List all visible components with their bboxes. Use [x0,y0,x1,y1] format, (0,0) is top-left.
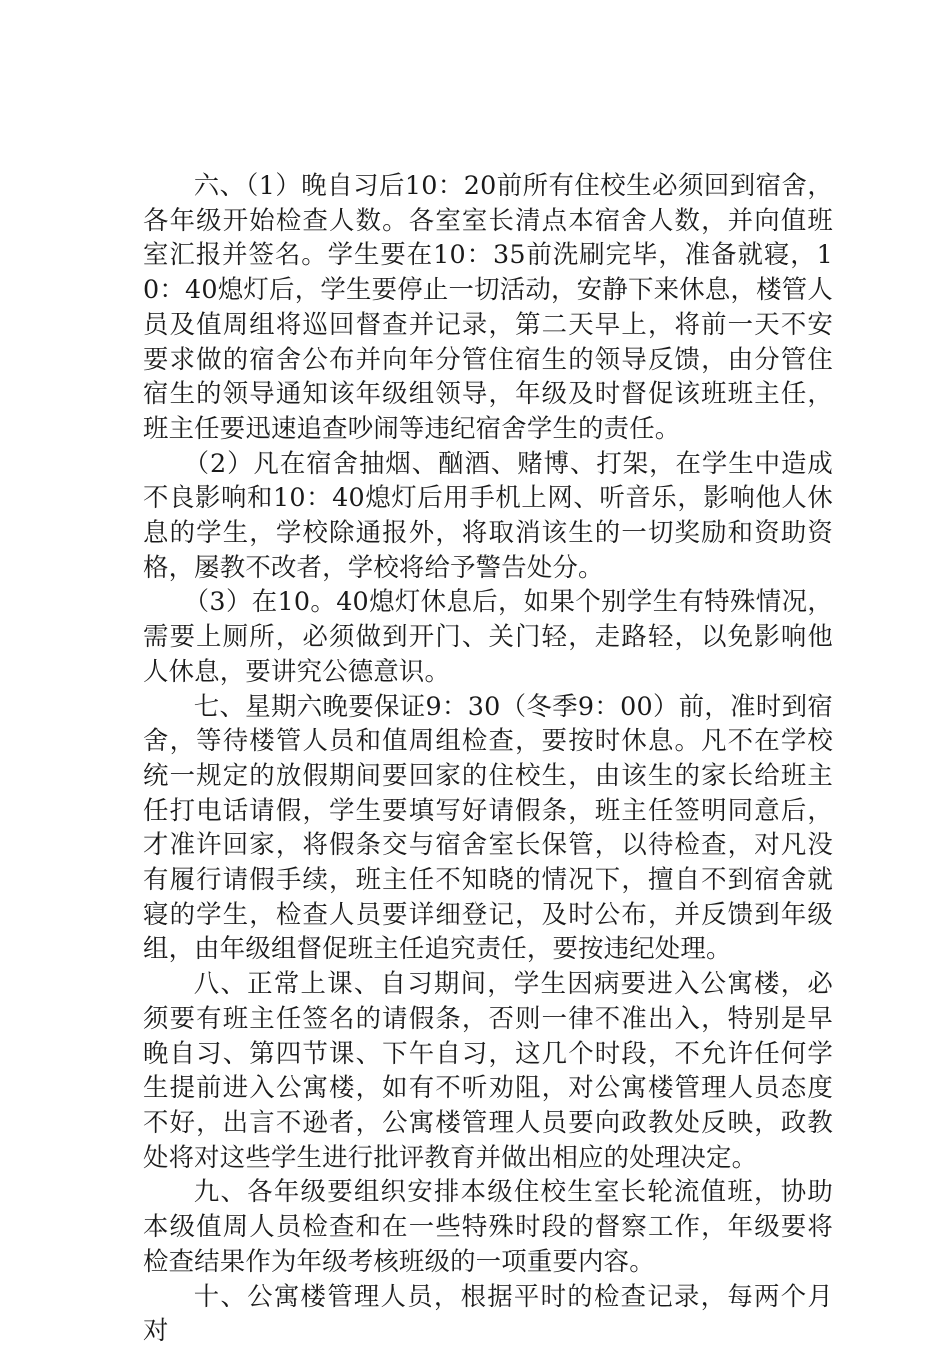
paragraph-six-1: 六、（1）晚自习后10：20前所有住校生必须回到宿舍，各年级开始检查人数。各室室长清点本宿舍人数，并向值班室汇报并签名。学生要在10：35前洗刷完毕，准备就寝，10：40熄灯后，学生要停止一切活动，安静下来休息，楼管人员及值周组将巡回督查并记录，第二天早上，将前一天不安要求做的宿舍公布并向年分管住宿生的领导反馈，由分管住宿生的领导通知该年级组领导，年级及时督促该班班主任，班主任要迅速追查吵闹等违纪宿舍学生的责任。 [143,170,833,443]
paragraph-ten: 十、公寓楼管理人员，根据平时的检查记录，每两个月对 [143,1280,833,1346]
paragraph-six-2: （2）凡在宿舍抽烟、酗酒、赌博、打架，在学生中造成不良影响和10：40熄灯后用手机上网、听音乐，影响他人休息的学生，学校除通报外，将取消该生的一切奖励和资助资格，屡教不改者，学校将给予警告处分。 [143,447,833,582]
document-body [143,168,833,1348]
paragraph-seven: 七、星期六晚要保证9：30（冬季9：00）前，准时到宿舍，等待楼管人员和值周组检查，要按时休息。凡不在学校统一规定的放假期间要回家的住校生，由该生的家长给班主任打电话请假，学生要填写好请假条，班主任签明同意后，才准许回家，将假条交与宿舍室长保管，以待检查，对凡没有履行请假手续，班主任不知晓的情况下，擅自不到宿舍就寝的学生，检查人员要详细登记，及时公布，并反馈到年级组，由年级组督促班主任追究责任，要按违纪处理。 [143,690,833,964]
paragraph-six-3: （3）在10。40熄灯休息后，如果个别学生有特殊情况，需要上厕所，必须做到开门、关门轻，走路轻，以免影响他人休息，要讲究公德意识。 [143,586,833,686]
paragraph-eight: 八、正常上课、自习期间，学生因病要进入公寓楼，必须要有班主任签名的请假条，否则一律不准出入，特别是早晚自习、第四节课、下午自习，这几个时段，不允许任何学生提前进入公寓楼，如有不听劝阻，对公寓楼管理人员态度不好，出言不逊者，公寓楼管理人员要向政教处反映，政教处将对这些学生进行批评教育并做出相应的处理决定。 [143,968,833,1172]
paragraph-nine: 九、各年级要组织安排本级住校生室长轮流值班，协助本级值周人员检查和在一些特殊时段的督察工作，年级要将检查结果作为年级考核班级的一项重要内容。 [143,1176,833,1276]
